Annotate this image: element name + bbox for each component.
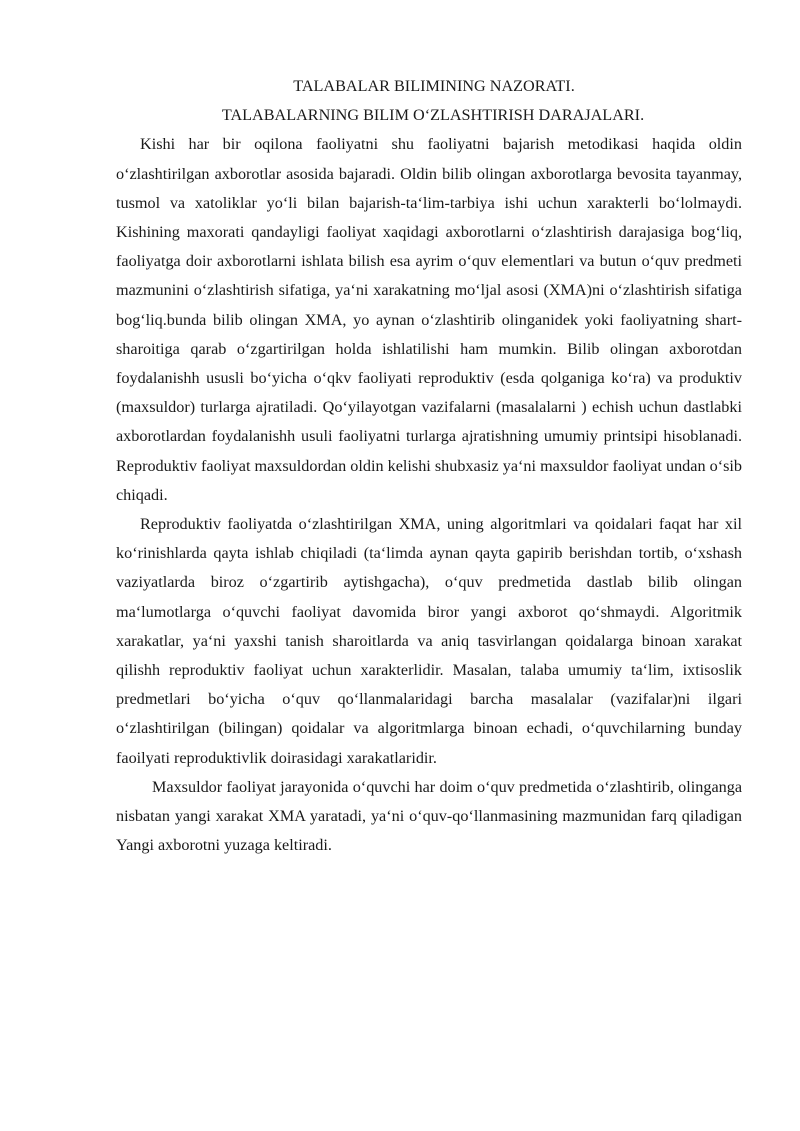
- paragraph-3: Maxsuldor faoliyat jarayonida o‘quvchi har doim o‘quv predmetida o‘zlashtirib, olinganga nisbatan yangi xarakat XMA yaratadi, ya‘ni o‘quv-qo‘llanmasining mazmunidan farq qiladigan Yangi axborotni yuzaga keltiradi.: [116, 777, 742, 855]
- paragraph-1: Kishi har bir oqilona faoliyatni shu faoliyatni bajarish metodikasi haqida oldin o‘zlashtirilgan axborotlar asosida bajaradi. Oldin bilib olingan axborotlarga bevosita tayanmay, tusmol va xatoliklar yo‘li bilan bajarish-ta‘lim-tarbiya ishi uchun xarakterli bo‘lolmaydi. Kishining maxorati qandayligi faoliyat xaqidagi axborotlarni o‘zlashtirish darajasiga bog‘liq, faoliyatga doir axborotlarni ishlata bilish esa ayrim o‘quv elementlari va butun o‘quv predmeti mazmunini o‘zlashtirish sifatiga, ya‘ni xarakatning mo‘ljal asosi (XMA)ni o‘zlashtirish sifatiga bog‘liq.bunda bilib olingan XMA, yo aynan o‘zlashtirib olinganidek yoki faoliyatning shart-sharoitiga qarab o‘zgartirilgan holda ishlatilishi ham mumkin. Bilib olingan axborotdan foydalanishh ususli bo‘yicha o‘qkv faoliyati reproduktiv (esda qolganiga ko‘ra) va produktiv (maxsuldor) turlarga ajratiladi. Qo‘yilayotgan vazifalarni (masalalarni ) echish uchun dastlabki axborotlardan foydalanishh usuli faoliyatni turlarga ajratishning umumiy printsipi hisoblanadi. Reproduktiv faoliyat maxsuldordan oldin kelishi shubxasiz ya‘ni maxsuldor faoliyat undan o‘sib chiqadi.: [116, 135, 742, 504]
- document-page: [116, 72, 742, 860]
- document-subtitle: TALABALARNING BILIM O‘ZLASHTIRISH DARAJALARI.: [221, 106, 645, 125]
- document-title: TALABALAR BILIMINING NAZORATI.: [293, 77, 575, 95]
- paragraph-2: Reproduktiv faoliyatda o‘zlashtirilgan XMA, uning algoritmlari va qoidalari faqat har xil ko‘rinishlarda qayta ishlab chiqiladi (ta‘limda aynan qayta gapirib berishdan tortib, o‘xshash vaziyatlarda biroz o‘zgartirib aytishgacha), o‘quv predmetida dastlab bilib olingan ma‘lumotlarga o‘quvchi faoliyat davomida biror yangi axborot qo‘shmaydi. Algoritmik xarakatlar, ya‘ni yaxshi tanish sharoitlarda va aniq tasvirlangan qoidalarga binoan xarakat qilishh reproduktiv faoliyat uchun xarakterlidir. Masalan, talaba umumiy ta‘lim, ixtisoslik predmetlari bo‘yicha o‘quv qo‘llanmalaridagi barcha masalalar (vazifalar)ni ilgari o‘zlashtirilgan (bilingan) qoidalar va algoritmlarga binoan echadi, o‘quvchilarning bunday faoilyati reproduktivlik doirasidagi xarakatlaridir.: [116, 515, 742, 767]
